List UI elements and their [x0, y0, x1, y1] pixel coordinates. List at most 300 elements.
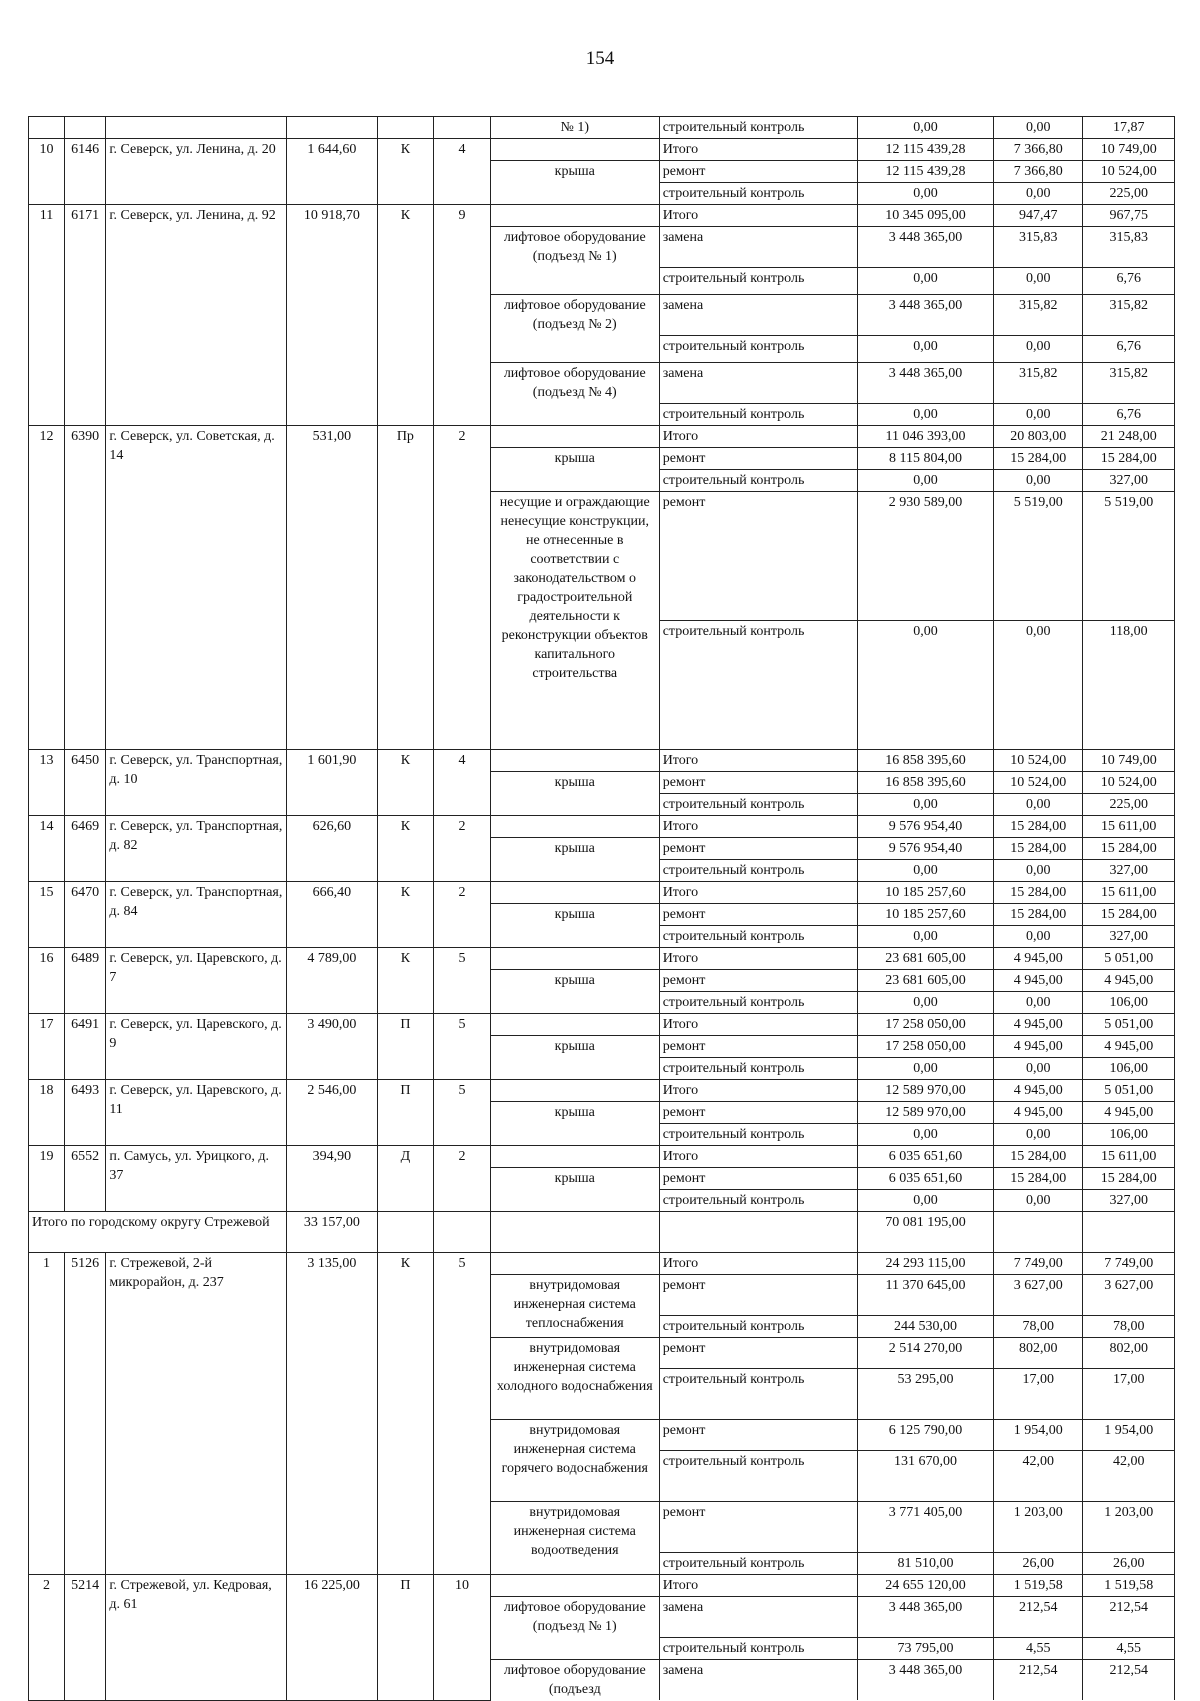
table-cell: Итого: [659, 1146, 857, 1168]
page-number: 154: [585, 48, 615, 69]
table-row: [29, 1575, 1175, 1597]
table-cell: 4 945,00: [994, 1080, 1083, 1102]
table-cell: 0,00: [994, 183, 1083, 205]
table-cell: 212,54: [1083, 1597, 1175, 1638]
table-cell: [490, 882, 659, 904]
table-cell: ремонт: [659, 492, 857, 621]
table-cell: 10 185 257,60: [857, 904, 993, 926]
table-cell: крыша: [490, 448, 659, 492]
table-cell: 7 749,00: [1083, 1253, 1175, 1275]
table-cell: крыша: [490, 161, 659, 205]
table-cell: 5: [434, 1080, 491, 1146]
table-cell: строительный контроль: [659, 404, 857, 426]
table-row: [29, 205, 1175, 227]
table-cell: 0,00: [857, 1124, 993, 1146]
table-cell: 12: [29, 426, 65, 750]
table-cell: 1 954,00: [994, 1420, 1083, 1451]
table-cell: строительный контроль: [659, 1124, 857, 1146]
table-cell: несущие и ограждающие ненесущие конструкции, не отнесенные в соответствии с законодательством о градостроительной деятельности к реконструкции объектов капитального строительства: [490, 492, 659, 750]
table-cell: 0,00: [994, 992, 1083, 1014]
table-cell: 4,55: [994, 1638, 1083, 1660]
table-cell: 17,00: [1083, 1369, 1175, 1420]
table-cell: Итого по городскому округу Стрежевой: [29, 1212, 287, 1253]
table-cell: 15 284,00: [994, 448, 1083, 470]
table-cell: 5: [434, 1014, 491, 1080]
table-cell: П: [377, 1014, 434, 1080]
table-cell: [377, 117, 434, 139]
table-cell: 21 248,00: [1083, 426, 1175, 448]
table-cell: 17: [29, 1014, 65, 1080]
table-cell: 6552: [64, 1146, 105, 1212]
table-cell: 0,00: [994, 470, 1083, 492]
table-cell: строительный контроль: [659, 336, 857, 363]
table-cell: 73 795,00: [857, 1638, 993, 1660]
table-cell: строительный контроль: [659, 183, 857, 205]
table-cell: 15 284,00: [994, 838, 1083, 860]
table-cell: 78,00: [1083, 1316, 1175, 1338]
table-cell: 3 771 405,00: [857, 1502, 993, 1553]
table-cell: крыша: [490, 1168, 659, 1212]
table-cell: 394,90: [287, 1146, 377, 1212]
table-cell: г. Северск, ул. Транспортная, д. 10: [106, 750, 287, 816]
table-cell: 6 035 651,60: [857, 1146, 993, 1168]
table-cell: 131 670,00: [857, 1451, 993, 1502]
table-cell: 12 589 970,00: [857, 1102, 993, 1124]
table-cell: ремонт: [659, 1502, 857, 1553]
table-cell: 10 524,00: [1083, 161, 1175, 183]
table-row: [29, 882, 1175, 904]
table-cell: 15 611,00: [1083, 816, 1175, 838]
table-cell: [106, 117, 287, 139]
table-cell: 16 858 395,60: [857, 772, 993, 794]
table-cell: замена: [659, 295, 857, 336]
table-cell: 7 749,00: [994, 1253, 1083, 1275]
table-cell: 0,00: [857, 404, 993, 426]
table-cell: 531,00: [287, 426, 377, 750]
table-cell: 315,82: [1083, 363, 1175, 404]
table-cell: 626,60: [287, 816, 377, 882]
table-cell: 12 589 970,00: [857, 1080, 993, 1102]
table-cell: 5126: [64, 1253, 105, 1575]
table-cell: крыша: [490, 1036, 659, 1080]
table-cell: 6450: [64, 750, 105, 816]
table-cell: 4: [434, 750, 491, 816]
table-cell: 16 225,00: [287, 1575, 377, 1701]
table-cell: 3 627,00: [994, 1275, 1083, 1316]
table-cell: 10 185 257,60: [857, 882, 993, 904]
table-cell: строительный контроль: [659, 992, 857, 1014]
table-cell: 0,00: [857, 794, 993, 816]
table-cell: 13: [29, 750, 65, 816]
table-row: [29, 426, 1175, 448]
table-cell: 6491: [64, 1014, 105, 1080]
table-cell: 0,00: [994, 268, 1083, 295]
table-cell: 15 284,00: [994, 816, 1083, 838]
table-cell: строительный контроль: [659, 117, 857, 139]
table-cell: 1 644,60: [287, 139, 377, 205]
table-cell: 5 519,00: [994, 492, 1083, 621]
table-cell: 802,00: [994, 1338, 1083, 1369]
table-cell: 0,00: [994, 794, 1083, 816]
table-cell: 0,00: [994, 404, 1083, 426]
table-cell: ремонт: [659, 1275, 857, 1316]
table-cell: К: [377, 750, 434, 816]
table-cell: крыша: [490, 838, 659, 882]
table-cell: 1 203,00: [994, 1502, 1083, 1553]
table-cell: г. Северск, ул. Царевского, д. 9: [106, 1014, 287, 1080]
table-cell: Итого: [659, 426, 857, 448]
table-cell: ремонт: [659, 970, 857, 992]
table-cell: 0,00: [994, 926, 1083, 948]
table-cell: 0,00: [994, 1124, 1083, 1146]
table-cell: замена: [659, 227, 857, 268]
table-cell: [287, 117, 377, 139]
table-cell: 17 258 050,00: [857, 1014, 993, 1036]
table-cell: Итого: [659, 205, 857, 227]
table-cell: 24 293 115,00: [857, 1253, 993, 1275]
table-cell: 2 514 270,00: [857, 1338, 993, 1369]
table-cell: 5 051,00: [1083, 1014, 1175, 1036]
table-cell: 6,76: [1083, 336, 1175, 363]
table-cell: 0,00: [857, 336, 993, 363]
table-cell: 118,00: [1083, 621, 1175, 750]
table-cell: строительный контроль: [659, 1316, 857, 1338]
table-cell: [490, 1080, 659, 1102]
table-cell: 4 945,00: [1083, 970, 1175, 992]
table-cell: 0,00: [857, 992, 993, 1014]
table-cell: 4,55: [1083, 1638, 1175, 1660]
table-cell: 23 681 605,00: [857, 948, 993, 970]
table-cell: [490, 1575, 659, 1597]
table-cell: ремонт: [659, 1338, 857, 1369]
table-cell: 0,00: [994, 1190, 1083, 1212]
table-cell: 4 945,00: [1083, 1102, 1175, 1124]
table-cell: 15 284,00: [994, 882, 1083, 904]
table-cell: 7 366,80: [994, 139, 1083, 161]
table-cell: 2 546,00: [287, 1080, 377, 1146]
table-cell: строительный контроль: [659, 1638, 857, 1660]
table-cell: 327,00: [1083, 470, 1175, 492]
table-cell: К: [377, 1253, 434, 1575]
table-cell: 10 524,00: [1083, 772, 1175, 794]
table-cell: 17,00: [994, 1369, 1083, 1420]
table-cell: 70 081 195,00: [857, 1212, 993, 1253]
table-cell: г. Северск, ул. Ленина, д. 92: [106, 205, 287, 426]
table-cell: замена: [659, 1597, 857, 1638]
table-cell: 2: [434, 816, 491, 882]
table-cell: 10 345 095,00: [857, 205, 993, 227]
table-cell: 0,00: [994, 621, 1083, 750]
table-cell: строительный контроль: [659, 1451, 857, 1502]
table-row: [29, 1014, 1175, 1036]
table-cell: 10 524,00: [994, 750, 1083, 772]
table-cell: [490, 426, 659, 448]
table-cell: 23 681 605,00: [857, 970, 993, 992]
table-row: [29, 117, 1175, 139]
table-cell: 9 576 954,40: [857, 838, 993, 860]
table-cell: Итого: [659, 750, 857, 772]
table-cell: 9 576 954,40: [857, 816, 993, 838]
table-cell: [490, 948, 659, 970]
table-cell: 3 135,00: [287, 1253, 377, 1575]
table-cell: [490, 1253, 659, 1275]
table-cell: 15 284,00: [994, 904, 1083, 926]
table-cell: 0,00: [857, 268, 993, 295]
table-cell: лифтовое оборудование (подъезд № 2): [490, 295, 659, 363]
table-cell: [434, 1212, 491, 1253]
table-cell: 3 627,00: [1083, 1275, 1175, 1316]
table-cell: 11 046 393,00: [857, 426, 993, 448]
table-cell: 0,00: [857, 117, 993, 139]
table-cell: 33 157,00: [287, 1212, 377, 1253]
table-cell: строительный контроль: [659, 1190, 857, 1212]
table-cell: 1 519,58: [994, 1575, 1083, 1597]
table-cell: крыша: [490, 970, 659, 1014]
table-cell: 967,75: [1083, 205, 1175, 227]
table-cell: г. Стрежевой, ул. Кедровая, д. 61: [106, 1575, 287, 1701]
table-cell: 5214: [64, 1575, 105, 1701]
table-cell: 15 611,00: [1083, 882, 1175, 904]
table-cell: крыша: [490, 1102, 659, 1146]
table-cell: 212,54: [994, 1597, 1083, 1638]
table-cell: 225,00: [1083, 794, 1175, 816]
table-cell: 17 258 050,00: [857, 1036, 993, 1058]
capital-repair-table: [28, 116, 1175, 1701]
table-cell: ремонт: [659, 838, 857, 860]
table-cell: 212,54: [994, 1660, 1083, 1701]
table-cell: 4 945,00: [994, 948, 1083, 970]
table-cell: 7 366,80: [994, 161, 1083, 183]
table-cell: [377, 1212, 434, 1253]
table-cell: Итого: [659, 882, 857, 904]
table-cell: 6493: [64, 1080, 105, 1146]
table-cell: [490, 205, 659, 227]
table-body: [29, 117, 1175, 1701]
table-cell: Итого: [659, 816, 857, 838]
table-cell: 3 448 365,00: [857, 1660, 993, 1701]
table-cell: 18: [29, 1080, 65, 1146]
table-cell: 5: [434, 948, 491, 1014]
table-cell: 5 519,00: [1083, 492, 1175, 621]
table-cell: 802,00: [1083, 1338, 1175, 1369]
table-cell: Итого: [659, 1575, 857, 1597]
table-cell: 20 803,00: [994, 426, 1083, 448]
table-cell: 0,00: [857, 183, 993, 205]
table-cell: Итого: [659, 948, 857, 970]
table-cell: г. Северск, ул. Царевского, д. 7: [106, 948, 287, 1014]
table-cell: ремонт: [659, 1102, 857, 1124]
table-cell: 2: [434, 882, 491, 948]
table-cell: 2: [434, 426, 491, 750]
table-row: [29, 1253, 1175, 1275]
table-cell: 315,82: [994, 363, 1083, 404]
table-cell: 0,00: [857, 1058, 993, 1080]
table-cell: К: [377, 139, 434, 205]
table-cell: г. Северск, ул. Царевского, д. 11: [106, 1080, 287, 1146]
table-cell: [490, 1212, 659, 1253]
table-cell: 6489: [64, 948, 105, 1014]
table-cell: лифтовое оборудование (подъезд № 1): [490, 227, 659, 295]
table-cell: [29, 117, 65, 139]
table-cell: 15 284,00: [994, 1168, 1083, 1190]
table-cell: 0,00: [994, 117, 1083, 139]
table-cell: 4 945,00: [994, 970, 1083, 992]
table-cell: К: [377, 948, 434, 1014]
table-cell: ремонт: [659, 1168, 857, 1190]
table-cell: 1 519,58: [1083, 1575, 1175, 1597]
table-cell: [490, 816, 659, 838]
table-cell: строительный контроль: [659, 794, 857, 816]
table-cell: 6470: [64, 882, 105, 948]
table-cell: 42,00: [1083, 1451, 1175, 1502]
table-cell: 2: [434, 1146, 491, 1212]
table-cell: 327,00: [1083, 926, 1175, 948]
table-cell: [490, 1146, 659, 1168]
table-cell: К: [377, 205, 434, 426]
table-cell: 16 858 395,60: [857, 750, 993, 772]
table-cell: [490, 1014, 659, 1036]
table-row: [29, 816, 1175, 838]
table-cell: 5 051,00: [1083, 948, 1175, 970]
table-cell: 1 954,00: [1083, 1420, 1175, 1451]
table-cell: 315,82: [1083, 295, 1175, 336]
table-cell: 327,00: [1083, 1190, 1175, 1212]
table-cell: 15 284,00: [1083, 904, 1175, 926]
table-cell: строительный контроль: [659, 470, 857, 492]
table-cell: внутридомовая инженерная система водоотведения: [490, 1502, 659, 1575]
table-cell: 6 035 651,60: [857, 1168, 993, 1190]
table-cell: 9: [434, 205, 491, 426]
table-cell: лифтовое оборудование (подъезд № 1): [490, 1597, 659, 1660]
table-cell: Итого: [659, 139, 857, 161]
table-cell: г. Северск, ул. Советская, д. 14: [106, 426, 287, 750]
table-cell: 244 530,00: [857, 1316, 993, 1338]
table-cell: 10 918,70: [287, 205, 377, 426]
table-cell: строительный контроль: [659, 1553, 857, 1575]
table-cell: 3 448 365,00: [857, 295, 993, 336]
table-cell: П: [377, 1575, 434, 1701]
table-cell: П: [377, 1080, 434, 1146]
table-cell: 6,76: [1083, 268, 1175, 295]
table-cell: 81 510,00: [857, 1553, 993, 1575]
table-row: [29, 1146, 1175, 1168]
table-cell: 0,00: [857, 470, 993, 492]
table-cell: 15 284,00: [1083, 1168, 1175, 1190]
table-cell: 14: [29, 816, 65, 882]
table-cell: 106,00: [1083, 1058, 1175, 1080]
table-cell: 327,00: [1083, 860, 1175, 882]
table-row: [29, 139, 1175, 161]
table-cell: 106,00: [1083, 1124, 1175, 1146]
table-cell: 19: [29, 1146, 65, 1212]
table-cell: 4 945,00: [994, 1036, 1083, 1058]
table-cell: 3 448 365,00: [857, 1597, 993, 1638]
table-cell: [490, 139, 659, 161]
table-cell: внутридомовая инженерная система теплоснабжения: [490, 1275, 659, 1338]
table-cell: 0,00: [994, 336, 1083, 363]
table-cell: 15: [29, 882, 65, 948]
table-row: [29, 750, 1175, 772]
table-cell: крыша: [490, 772, 659, 816]
table-cell: 225,00: [1083, 183, 1175, 205]
table-cell: 315,83: [994, 227, 1083, 268]
table-cell: 5: [434, 1253, 491, 1575]
table-cell: Итого: [659, 1253, 857, 1275]
table-cell: 15 284,00: [1083, 838, 1175, 860]
table-cell: 1 203,00: [1083, 1502, 1175, 1553]
table-cell: 6,76: [1083, 404, 1175, 426]
table-cell: № 1): [490, 117, 659, 139]
table-cell: строительный контроль: [659, 268, 857, 295]
table-cell: 15 611,00: [1083, 1146, 1175, 1168]
table-cell: 0,00: [857, 1190, 993, 1212]
table-cell: 78,00: [994, 1316, 1083, 1338]
table-cell: 6146: [64, 139, 105, 205]
table-cell: г. Северск, ул. Ленина, д. 20: [106, 139, 287, 205]
table-cell: ремонт: [659, 904, 857, 926]
table-cell: 0,00: [857, 621, 993, 750]
table-cell: 0,00: [857, 926, 993, 948]
table-cell: замена: [659, 1660, 857, 1701]
table-cell: 12 115 439,28: [857, 139, 993, 161]
table-cell: 10 524,00: [994, 772, 1083, 794]
table-cell: [994, 1212, 1083, 1253]
table-cell: 0,00: [857, 860, 993, 882]
table-cell: [434, 117, 491, 139]
table-cell: 6390: [64, 426, 105, 750]
table-cell: 3 448 365,00: [857, 363, 993, 404]
table-cell: п. Самусь, ул. Урицкого, д. 37: [106, 1146, 287, 1212]
table-cell: ремонт: [659, 772, 857, 794]
table-cell: Пр: [377, 426, 434, 750]
table-cell: замена: [659, 363, 857, 404]
table-cell: 666,40: [287, 882, 377, 948]
table-cell: [1083, 1212, 1175, 1253]
table-cell: строительный контроль: [659, 621, 857, 750]
table-cell: 2 930 589,00: [857, 492, 993, 621]
table-cell: г. Стрежевой, 2-й микрорайон, д. 237: [106, 1253, 287, 1575]
table-cell: 24 655 120,00: [857, 1575, 993, 1597]
table-cell: ремонт: [659, 1420, 857, 1451]
table-cell: [64, 117, 105, 139]
table-cell: 6171: [64, 205, 105, 426]
table-cell: 12 115 439,28: [857, 161, 993, 183]
table-cell: 6 125 790,00: [857, 1420, 993, 1451]
table-cell: 1 601,90: [287, 750, 377, 816]
table-cell: внутридомовая инженерная система холодного водоснабжения: [490, 1338, 659, 1420]
table-cell: К: [377, 882, 434, 948]
table-cell: [659, 1212, 857, 1253]
table-cell: строительный контроль: [659, 1058, 857, 1080]
table-cell: 106,00: [1083, 992, 1175, 1014]
table-cell: 10 749,00: [1083, 139, 1175, 161]
table-cell: 0,00: [994, 860, 1083, 882]
table-cell: 4: [434, 139, 491, 205]
table-cell: 0,00: [994, 1058, 1083, 1080]
table-cell: 15 284,00: [994, 1146, 1083, 1168]
table-cell: 26,00: [1083, 1553, 1175, 1575]
table-cell: 16: [29, 948, 65, 1014]
table-cell: 17,87: [1083, 117, 1175, 139]
table-cell: 3 448 365,00: [857, 227, 993, 268]
table-cell: лифтовое оборудование (подъезд № 4): [490, 363, 659, 426]
table-cell: 10: [29, 139, 65, 205]
table-cell: крыша: [490, 904, 659, 948]
table-cell: Итого: [659, 1080, 857, 1102]
table-cell: 315,83: [1083, 227, 1175, 268]
table-cell: 315,82: [994, 295, 1083, 336]
table-cell: Д: [377, 1146, 434, 1212]
